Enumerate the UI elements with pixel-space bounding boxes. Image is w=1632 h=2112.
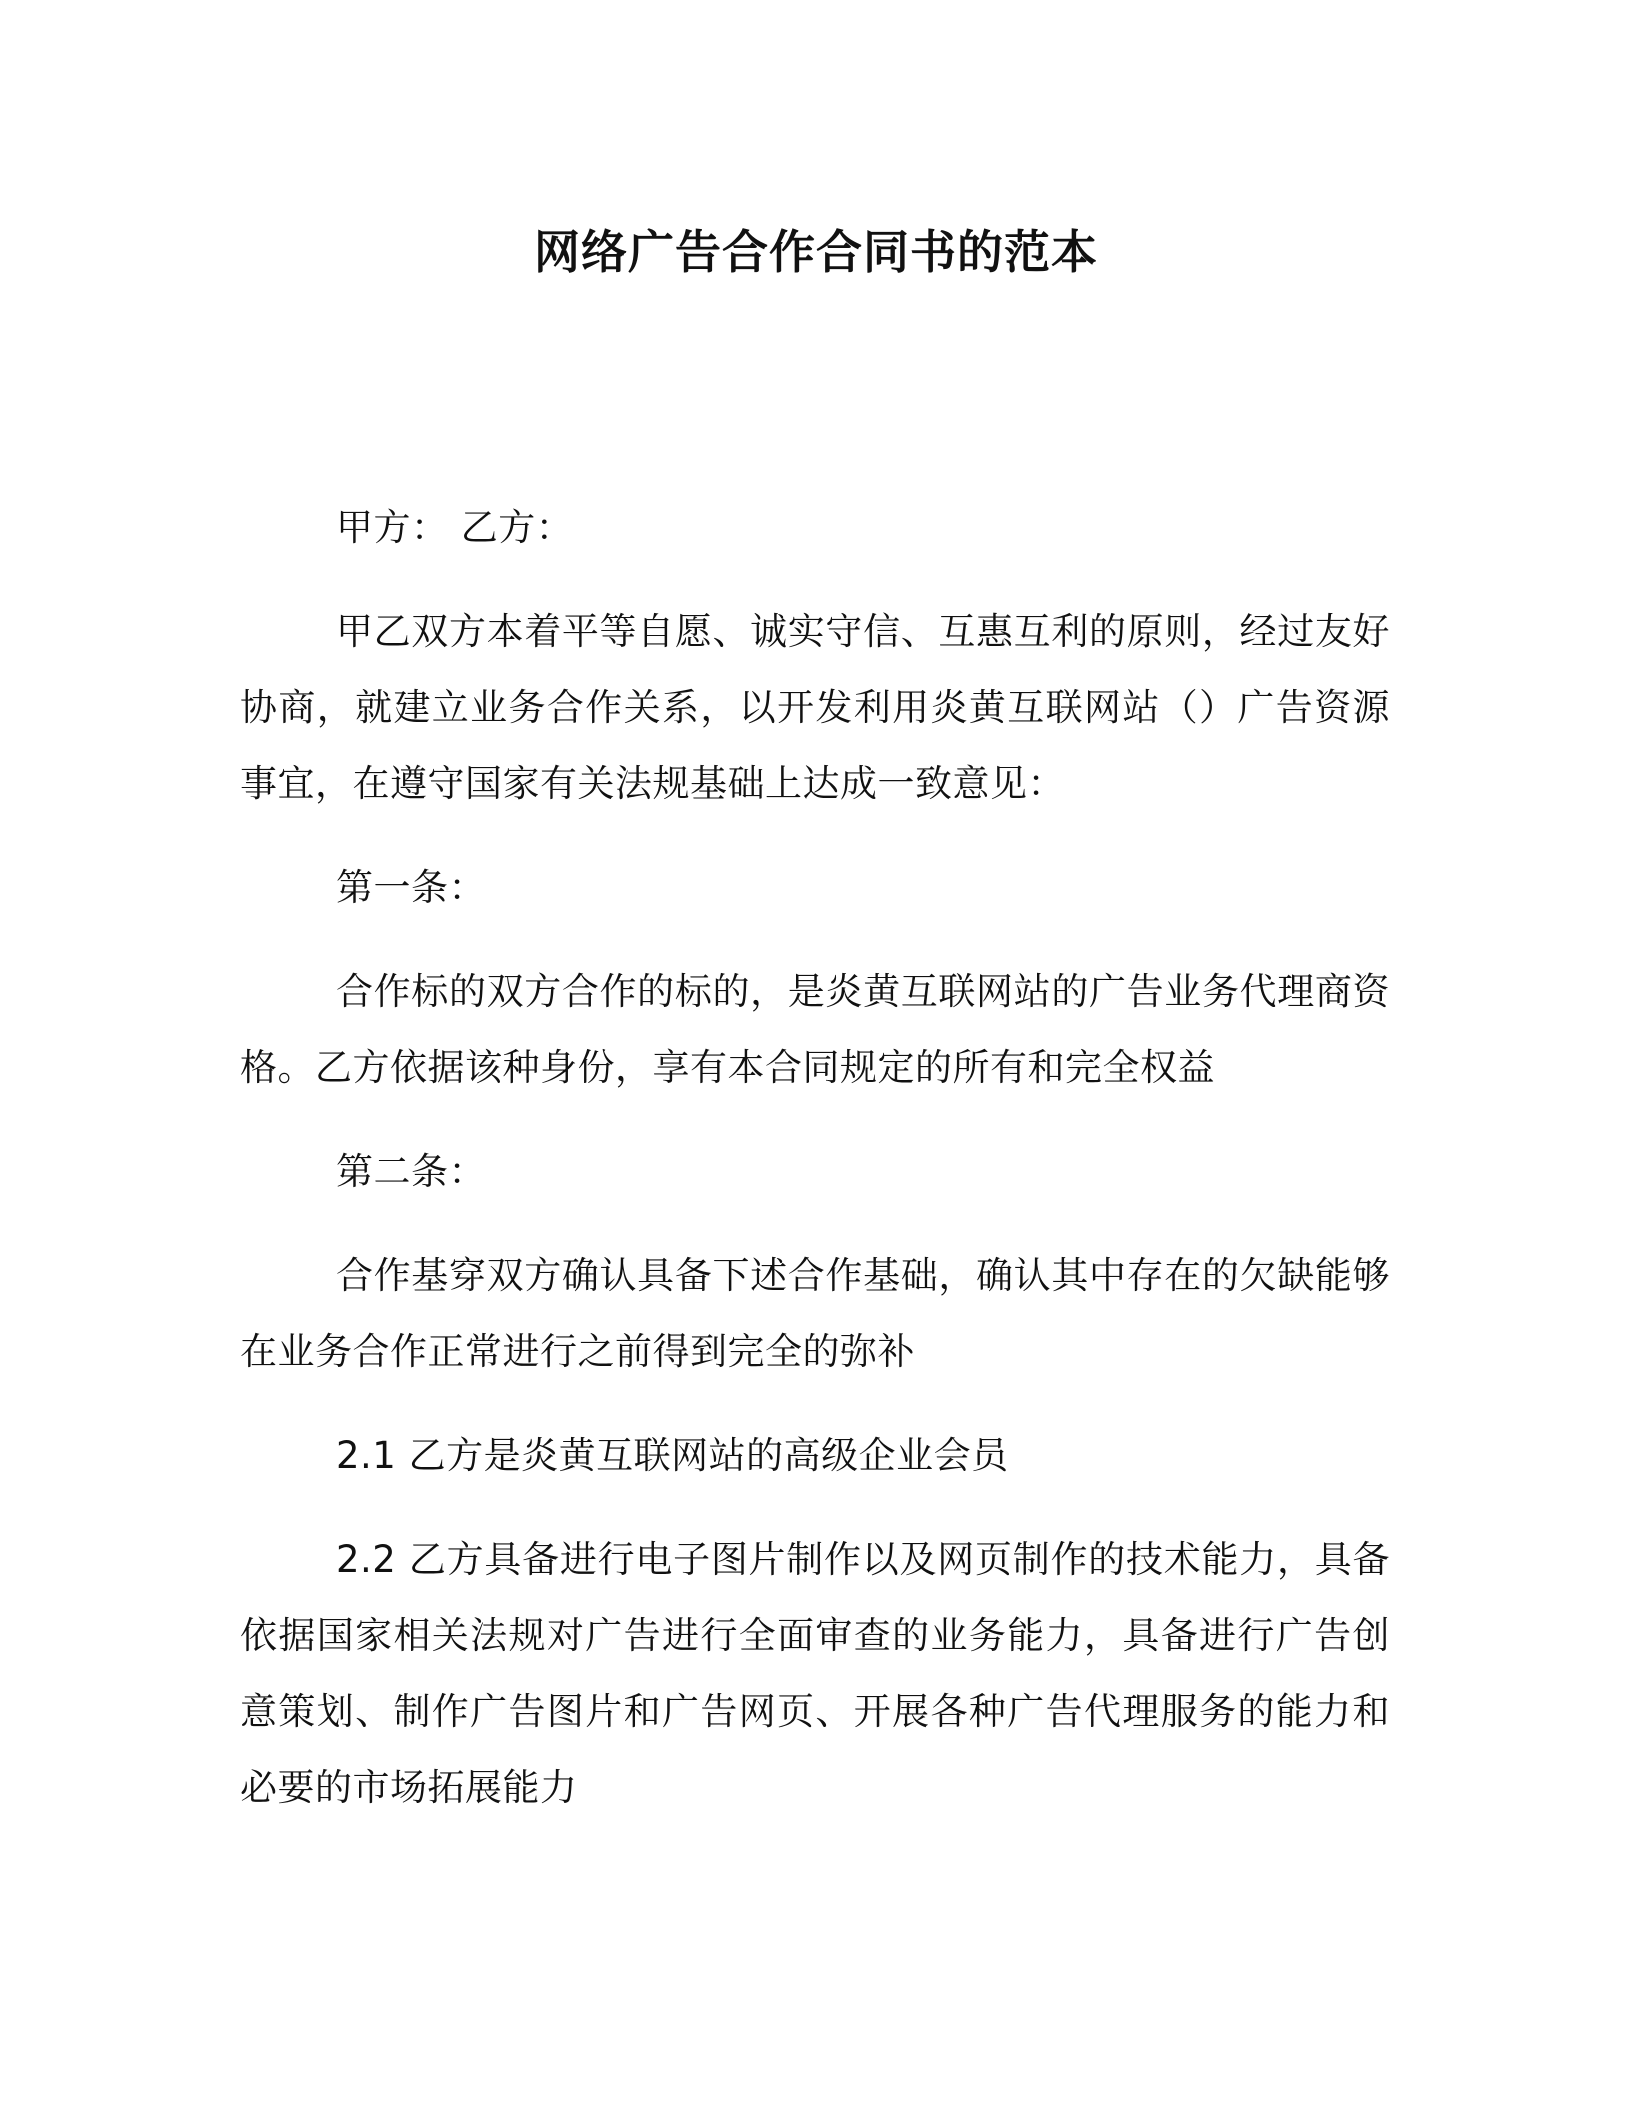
clause-2-2: 2.2 乙方具备进行电子图片制作以及网页制作的技术能力，具备依据国家相关法规对广告进行全面审查的业务能力，具备进行广告创意策划、制作广告图片和广告网页、开展各种广告代理服务的能力和必要的市场拓展能力 (240, 1538, 1390, 1809)
preamble-paragraph: 甲乙双方本着平等自愿、诚实守信、互惠互利的原则，经过友好协商，就建立业务合作关系，以开发利用炎黄互联网站（）广告资源事宜，在遵守国家有关法规基础上达成一致意见： (240, 610, 1390, 805)
article-2-paragraph: 合作基穿双方确认具备下述合作基础，确认其中存在的欠缺能够在业务合作正常进行之前得到完全的弥补 (240, 1254, 1390, 1373)
clause-2-1: 2.1 乙方是炎黄互联网站的高级企业会员 (336, 1434, 1009, 1477)
article-1-paragraph: 合作标的双方合作的标的，是炎黄互联网站的广告业务代理商资格。乙方依据该种身份，享有本合同规定的所有和完全权益 (240, 970, 1390, 1089)
parties-line: 甲方： 乙方： (336, 506, 574, 549)
document-title: 网络广告合作合同书的范本 (534, 225, 1098, 279)
document-body (240, 490, 1390, 1854)
article-1-heading: 第一条： (336, 866, 486, 909)
article-2-heading: 第二条： (336, 1150, 486, 1193)
